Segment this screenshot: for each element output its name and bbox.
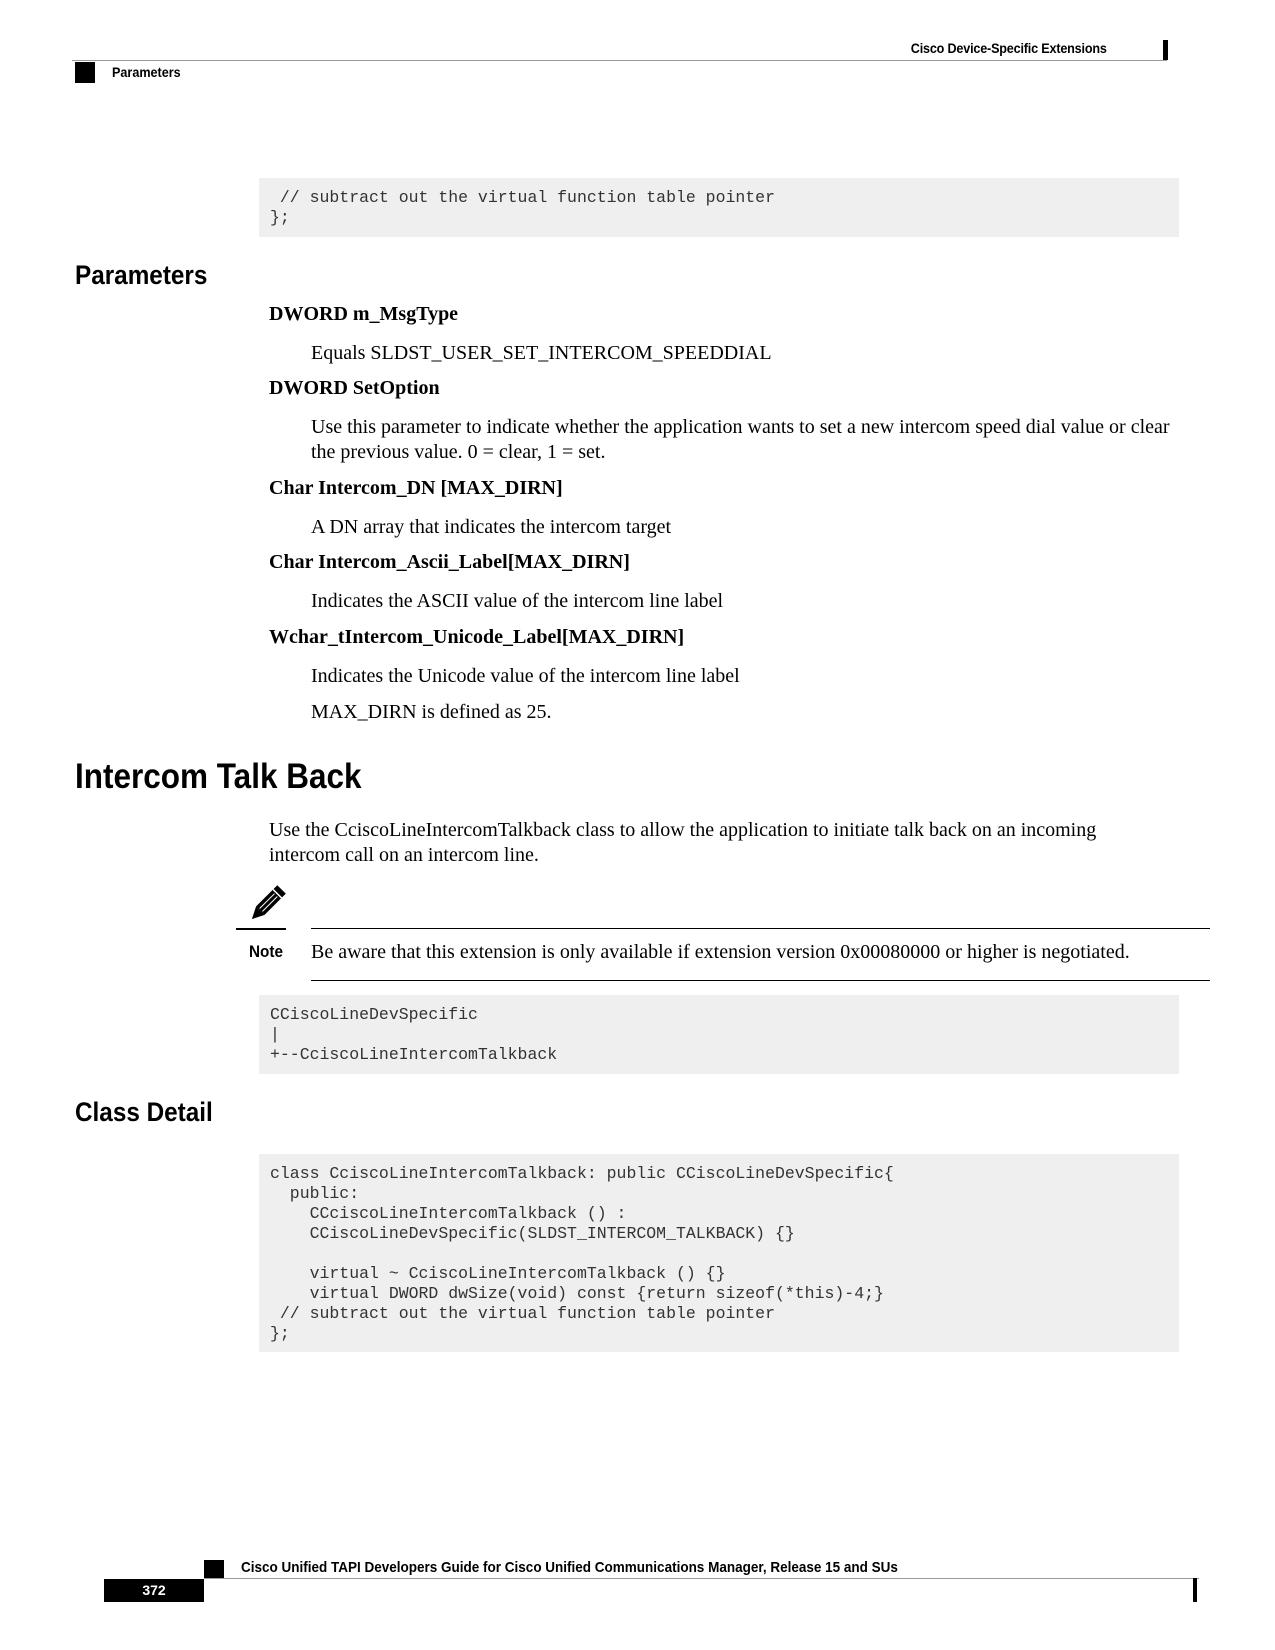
section-heading-class-detail: Class Detail <box>75 1097 213 1127</box>
note-top-rule <box>311 928 1210 929</box>
note-bottom-rule <box>311 980 1210 981</box>
footer-rule <box>204 1578 1199 1579</box>
header-rule <box>72 60 1167 61</box>
param-term: Char Intercom_Ascii_Label[MAX_DIRN] <box>269 551 630 573</box>
running-header-chapter-title: Cisco Device-Specific Extensions <box>911 40 1107 56</box>
param-extra-note: MAX_DIRN is defined as 25. <box>311 701 552 723</box>
section-heading-intercom-talk-back: Intercom Talk Back <box>75 757 362 796</box>
param-desc: Indicates the Unicode value of the intercom line label <box>311 665 740 687</box>
param-term: Wchar_tIntercom_Unicode_Label[MAX_DIRN] <box>269 626 685 648</box>
param-term: DWORD m_MsgType <box>269 303 459 325</box>
param-desc: Equals SLDST_USER_SET_INTERCOM_SPEEDDIAL <box>311 342 772 364</box>
footer-book-title: Cisco Unified TAPI Developers Guide for Cisco Unified Communications Manager, Release 15 and SUs <box>241 1559 898 1576</box>
header-block-marker <box>75 62 95 83</box>
note-label: Note <box>249 942 284 961</box>
code-block-class-detail: class CciscoLineIntercomTalkback: public CCiscoLineDevSpecific{ public: CCciscoLineIntercomTalkback () : CCiscoLineDevSpecific(SLDST_INTERCOM_TALKBACK) {} virtual ~ CciscoLineIntercomTalkback () {} virtual DWORD dwSize(void) const {return sizeof(*this)-4;} // subtract out the virtual function table pointer }; <box>259 1154 1179 1352</box>
pencil-note-icon <box>245 885 287 925</box>
note-icon-rule <box>236 928 286 930</box>
page-number: 372 <box>104 1579 204 1602</box>
footer-bar-marker <box>1193 1578 1197 1602</box>
param-desc: Use this parameter to indicate whether the application wants to set a new intercom speed dial value or clear the previous value. 0 = clear, 1 = set. <box>311 416 1170 463</box>
param-desc: A DN array that indicates the intercom target <box>311 516 672 538</box>
note-text: Be aware that this extension is only available if extension version 0x00080000 or higher is negotiated. <box>311 941 1130 963</box>
param-term: DWORD SetOption <box>269 377 440 399</box>
param-term: Char Intercom_DN [MAX_DIRN] <box>269 477 563 499</box>
param-desc: Indicates the ASCII value of the intercom line label <box>311 590 724 612</box>
talkback-intro-paragraph: Use the CciscoLineIntercomTalkback class to allow the application to initiate talk back on an incoming intercom call on an intercom line. <box>269 819 1097 866</box>
header-bar-marker <box>1163 40 1168 60</box>
running-header-section-label: Parameters <box>112 64 181 80</box>
footer-block-marker <box>204 1560 224 1578</box>
section-heading-parameters: Parameters <box>75 260 208 290</box>
code-block-class-hierarchy: CCiscoLineDevSpecific | +--CciscoLineIntercomTalkback <box>259 995 1179 1074</box>
code-block-continuation: // subtract out the virtual function table pointer }; <box>259 178 1179 237</box>
